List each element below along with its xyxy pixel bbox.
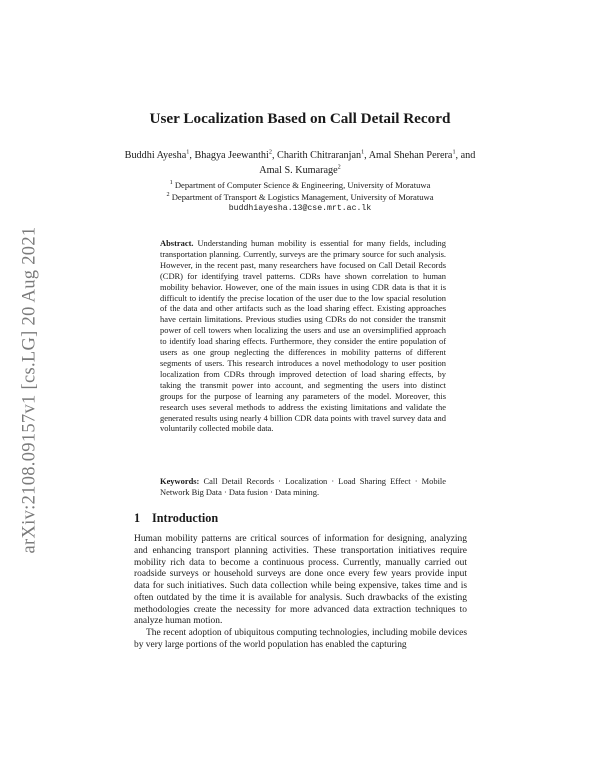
paragraph: Human mobility patterns are critical sources of information for designing, analyzing and enhancing transport planning activities. These transportation initiatives require mobility rich data to become a continuous process. Currently, manually carried out roadside surveys or household surveys are done once every few years provide input data for such initiatives. Such data collection while being expensive, takes time and is often outdated by the time it is available for analysis. Such drawbacks of the existing methodologies create the necessity for more advanced data extraction techniques to analyze human motion. xyxy=(134,534,467,627)
abstract-text: Understanding human mobility is essential for many fields, including transportation planning. Currently, surveys are the primary source for such analysis. However, in the recent past, many researchers have focused on Call Detail Records (CDR) for identifying travel patterns. CDRs have shown correlation to human mobility behavior. However, one of the main issues in using CDR data is that it is difficult to identify the precise location of the user due to the low spacial resolution of the data and other artifacts such as the load sharing effect. Existing approaches have certain limitations. Previous studies using CDRs do not consider the transmit power of cell towers when localizing the users and use an oversimplified approach to identify load sharing effects. Furthermore, they consider the entire population of users as one group neglecting the differences in mobility patterns of different segments of users. This research introduces a novel methodology to user position localization from CDRs through improved detection of load sharing effects, by taking the transmit power into account, and segmenting the users into distinct groups for the purpose of learning any parameters of the model. Moreover, this research uses several methods to address the existing limitations and validate the generated results using nearly 4 billion CDR data points with travel survey data and voluntarily collected mobile data. xyxy=(160,238,446,434)
keywords xyxy=(160,476,446,498)
author-name: Charith Chitraranjan xyxy=(277,150,362,161)
affiliations xyxy=(120,180,480,215)
author-affiliation-mark: 2 xyxy=(337,163,341,171)
abstract-label: Abstract. xyxy=(160,238,194,248)
author-separator: , xyxy=(189,150,195,161)
section-title: Introduction xyxy=(152,511,219,525)
keywords-label: Keywords: xyxy=(160,476,200,486)
abstract xyxy=(160,238,446,434)
author-name: Amal Shehan Perera xyxy=(368,150,453,161)
author-name: Buddhi Ayesha xyxy=(124,150,187,161)
author-affiliation-mark: 1 xyxy=(452,148,456,156)
section-number: 1 xyxy=(134,511,141,525)
author-affiliation-mark: 1 xyxy=(186,148,190,156)
author-separator: , xyxy=(271,150,278,161)
section-body xyxy=(134,534,467,652)
author-affiliation-mark: 1 xyxy=(361,148,365,156)
author-email: buddhiayesha.13@cse.mrt.ac.lk xyxy=(228,204,372,213)
author-separator: , xyxy=(364,150,369,161)
keywords-text: Call Detail Records · Localization · Load Sharing Effect · Mobile Network Big Data · Data fusion · Data mining. xyxy=(160,476,446,497)
author-list xyxy=(120,148,480,178)
affiliation-2: $^2$ Department of Transport & Logistics Management, University of Moratuwa xyxy=(166,190,434,202)
author-name: Amal S. Kumarage xyxy=(259,165,338,176)
affiliation-1: $^1$ Department of Computer Science & Engineering, University of Moratuwa xyxy=(169,179,431,190)
section-heading xyxy=(134,511,474,526)
arxiv-sidebar xyxy=(14,200,46,580)
author-affiliation-mark: 2 xyxy=(268,148,272,156)
author-name: Bhagya Jeewanthi xyxy=(194,150,269,161)
paper-title: User Localization Based on Call Detail Record xyxy=(149,110,451,127)
author-separator: , and xyxy=(455,150,476,161)
arxiv-identifier: arXiv:2108.09157v1 [cs.LG] 20 Aug 2021 xyxy=(19,226,40,554)
paragraph: The recent adoption of ubiquitous computing technologies, including mobile devices by very large portions of the world population has enabled the capturing xyxy=(134,628,467,650)
